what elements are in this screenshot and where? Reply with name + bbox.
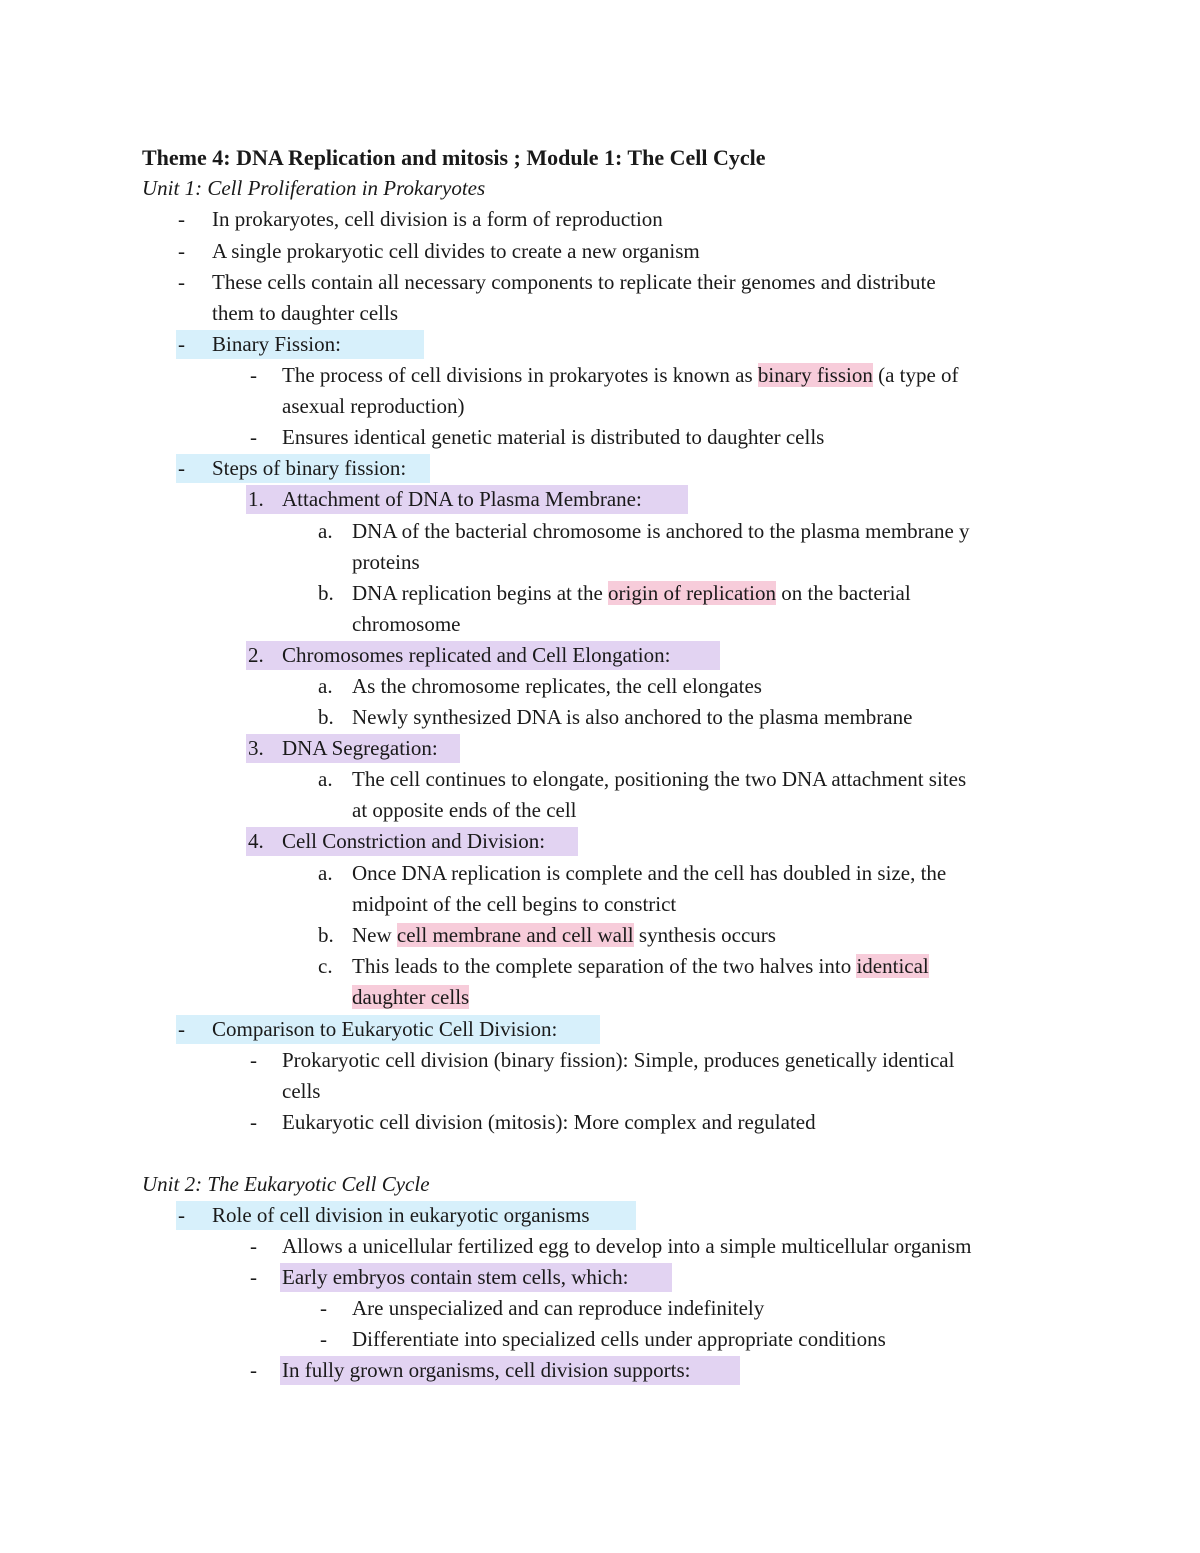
bullet-dash: -	[178, 1203, 185, 1227]
unit1-heading: Unit 1: Cell Proliferation in Prokaryotes	[142, 176, 486, 200]
step-number: 4.	[248, 829, 264, 853]
sub-mark: a.	[318, 861, 333, 885]
bullet-dash: -	[250, 1048, 257, 1072]
bullet-dash: -	[178, 332, 185, 356]
step-4-title: Cell Constriction and Division:	[282, 829, 546, 853]
sub-mark: a.	[318, 767, 333, 791]
sub-mark: b.	[318, 581, 334, 605]
step-1-b-cont: chromosome	[352, 612, 461, 636]
role-point-2-a: Are unspecialized and can reproduce indefinitely	[352, 1296, 765, 1320]
step-4-a-cont: midpoint of the cell begins to constrict	[352, 892, 677, 916]
key-term-origin-of-replication: origin of replication	[608, 581, 776, 605]
comparison-point-1-cont: cells	[282, 1079, 321, 1103]
intro-item-3: These cells contain all necessary components to replicate their genomes and distribute	[212, 270, 936, 294]
step-1-title: Attachment of DNA to Plasma Membrane:	[282, 487, 642, 511]
bullet-dash: -	[320, 1327, 327, 1351]
role-point-2-b: Differentiate into specialized cells under appropriate conditions	[352, 1327, 886, 1351]
step-4-c: This leads to the complete separation of the two halves into identical	[352, 954, 929, 978]
sub-mark: b.	[318, 705, 334, 729]
intro-item-2: A single prokaryotic cell divides to create a new organism	[212, 239, 700, 263]
step-1-a-cont: proteins	[352, 550, 420, 574]
intro-item-1: In prokaryotes, cell division is a form of reproduction	[212, 207, 663, 231]
key-term-daughter-cells: daughter cells	[352, 985, 470, 1009]
section-steps: Steps of binary fission:	[212, 456, 407, 480]
step-3-title: DNA Segregation:	[282, 736, 438, 760]
role-point-1: Allows a unicellular fertilized egg to develop into a simple multicellular organism	[282, 1234, 972, 1258]
step-4-b: New cell membrane and cell wall synthesis occurs	[352, 923, 776, 947]
role-point-2: Early embryos contain stem cells, which:	[282, 1265, 629, 1289]
binary-fission-point-2: Ensures identical genetic material is distributed to daughter cells	[282, 425, 825, 449]
section-binary-fission: Binary Fission:	[212, 332, 341, 356]
role-point-3: In fully grown organisms, cell division supports:	[282, 1358, 691, 1382]
sub-mark: c.	[318, 954, 333, 978]
section-role: Role of cell division in eukaryotic organisms	[212, 1203, 590, 1227]
bullet-dash: -	[178, 456, 185, 480]
key-term-cell-membrane-wall: cell membrane and cell wall	[396, 923, 634, 947]
step-3-a: The cell continues to elongate, positioning the two DNA attachment sites	[352, 767, 967, 791]
step-3-a-cont: at opposite ends of the cell	[352, 798, 577, 822]
page-title: Theme 4: DNA Replication and mitosis ; Module 1: The Cell Cycle	[142, 145, 766, 170]
bullet-dash: -	[250, 1265, 257, 1289]
bullet-dash: -	[178, 207, 185, 231]
bullet-dash: -	[250, 1358, 257, 1382]
step-2-title: Chromosomes replicated and Cell Elongation:	[282, 643, 671, 667]
bullet-dash: -	[178, 1017, 185, 1041]
key-term-identical: identical	[856, 954, 929, 978]
step-number: 3.	[248, 736, 264, 760]
unit2-heading: Unit 2: The Eukaryotic Cell Cycle	[142, 1172, 430, 1196]
step-number: 1.	[248, 487, 264, 511]
bullet-dash: -	[250, 1234, 257, 1258]
step-4-c-cont	[352, 982, 469, 1013]
sub-mark: a.	[318, 674, 333, 698]
bullet-dash: -	[320, 1296, 327, 1320]
bullet-dash: -	[250, 425, 257, 449]
comparison-point-2: Eukaryotic cell division (mitosis): More complex and regulated	[282, 1110, 816, 1134]
binary-fission-point-1: The process of cell divisions in prokaryotes is known as binary fission (a type of	[282, 363, 959, 387]
binary-fission-point-1-cont: asexual reproduction)	[282, 394, 465, 418]
sub-mark: a.	[318, 519, 333, 543]
step-1-a: DNA of the bacterial chromosome is anchored to the plasma membrane y	[352, 519, 970, 543]
bullet-dash: -	[250, 363, 257, 387]
sub-mark: b.	[318, 923, 334, 947]
comparison-point-1: Prokaryotic cell division (binary fission): Simple, produces genetically identical	[282, 1048, 955, 1072]
bullet-dash: -	[250, 1110, 257, 1134]
section-comparison: Comparison to Eukaryotic Cell Division:	[212, 1017, 558, 1041]
step-2-b: Newly synthesized DNA is also anchored to the plasma membrane	[352, 705, 913, 729]
intro-item-3-cont: them to daughter cells	[212, 301, 399, 325]
step-number: 2.	[248, 643, 264, 667]
bullet-dash: -	[178, 239, 185, 263]
step-1-b: DNA replication begins at the origin of replication on the bacterial	[352, 581, 911, 605]
bullet-dash: -	[178, 270, 185, 294]
step-2-a: As the chromosome replicates, the cell elongates	[352, 674, 762, 698]
step-4-a: Once DNA replication is complete and the cell has doubled in size, the	[352, 861, 947, 885]
key-term-binary-fission: binary fission	[757, 363, 873, 387]
